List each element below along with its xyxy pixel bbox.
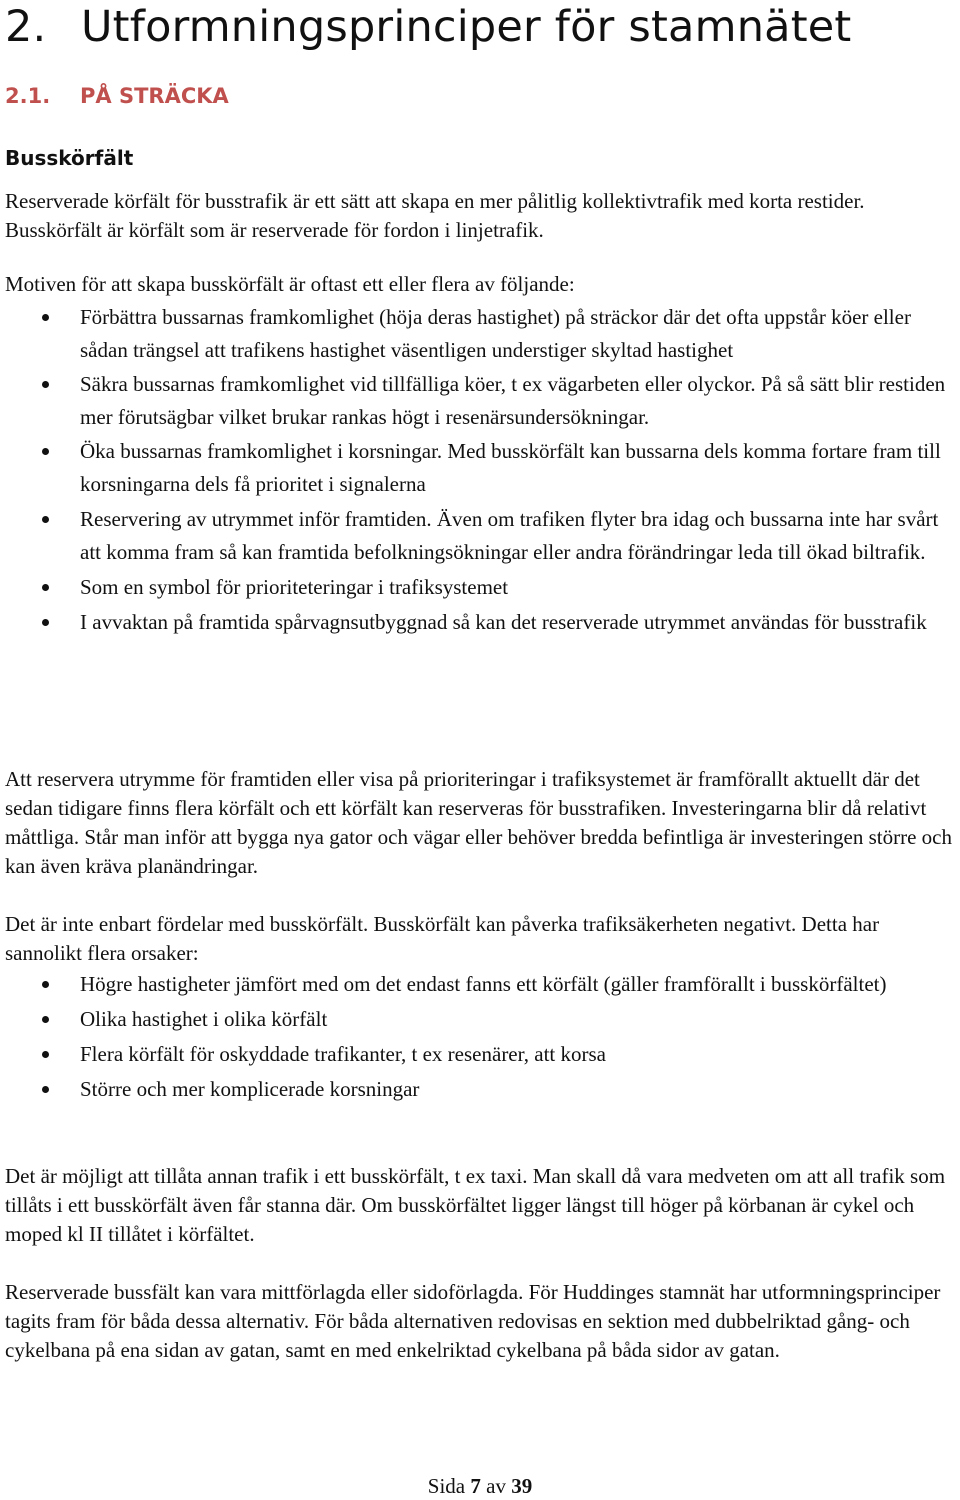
section-number: 2.1. bbox=[5, 84, 51, 108]
list-item bbox=[0, 1003, 960, 1036]
bullet-icon bbox=[42, 314, 49, 321]
list-item bbox=[0, 571, 960, 604]
chapter-title: Utformningsprinciper för stamnätet bbox=[81, 2, 852, 52]
bullet-icon bbox=[42, 448, 49, 455]
bullet-icon bbox=[42, 516, 49, 523]
causes-list bbox=[0, 968, 960, 1106]
page-number: 7 bbox=[470, 1474, 481, 1498]
page-label: Sida bbox=[427, 1474, 466, 1498]
list-item bbox=[0, 368, 960, 434]
list-item-text: Flera körfält för oskyddade trafikanter, t ex resenärer, att korsa bbox=[80, 1042, 607, 1066]
list-item-text: Förbättra bussarnas framkomlighet (höja deras hastighet) på sträckor där det ofta uppstår köer eller sådan trängsel att trafikens hastighet väsentligen understiger skyltad hastighet bbox=[80, 305, 911, 362]
chapter-number: 2. bbox=[5, 2, 47, 52]
bullet-icon bbox=[42, 1016, 49, 1023]
list-item bbox=[0, 435, 960, 501]
subsection-heading: Busskörfält bbox=[5, 146, 134, 170]
motives-list bbox=[0, 301, 960, 639]
list-item-text: Öka bussarnas framkomlighet i korsningar. Med busskörfält kan bussarna dels komma fortare fram till korsningarna dels få prioritet i signalerna bbox=[80, 439, 941, 496]
bullet-icon bbox=[42, 584, 49, 591]
bullet-icon bbox=[42, 1086, 49, 1093]
section-title: PÅ STRÄCKA bbox=[80, 84, 229, 108]
list-item bbox=[0, 1038, 960, 1071]
section-heading bbox=[5, 84, 229, 108]
list-item bbox=[0, 606, 960, 639]
disadvantages-paragraph: Det är inte enbart fördelar med busskörfält. Busskörfält kan påverka trafiksäkerheten negativt. Detta har sannolikt flera orsaker: bbox=[5, 912, 880, 965]
list-item-text: Högre hastigheter jämfört med om det endast fanns ett körfält (gäller framförallt i busskörfältet) bbox=[80, 972, 887, 996]
list-item-text: I avvaktan på framtida spårvagnsutbyggnad så kan det reserverade utrymmet användas för busstrafik bbox=[80, 610, 927, 634]
of-label: av bbox=[486, 1474, 506, 1498]
list-item-text: Reservering av utrymmet inför framtiden. Även om trafiken flyter bra idag och bussarna inte har svårt att komma fram så kan framtida befolkningsökningar eller andra förändringar leda till ökad biltrafik. bbox=[80, 507, 939, 564]
list-item bbox=[0, 968, 960, 1001]
reserve-paragraph: Att reservera utrymme för framtiden eller visa på prioriteringar i trafiksystemet är framförallt aktuellt där det sedan tidigare finns flera körfält och ett körfält kan reserveras för busstrafiken. Investeringarna blir då relativt måttliga. Står man inför att bygga nya gator och vägar eller behöver bredda befintliga är investeringen större och kan även kräva planändringar. bbox=[5, 767, 952, 878]
list-item bbox=[0, 301, 960, 367]
bullet-icon bbox=[42, 381, 49, 388]
placement-paragraph: Reserverade bussfält kan vara mittförlagda eller sidoförlagda. För Huddinges stamnät har utformningsprinciper tagits fram för båda dessa alternativ. För båda alternativen redovisas en sektion med dubbelriktad gång- och cykelbana på ena sidan av gatan, samt en med enkelriktad cykelbana på båda sidor av gatan. bbox=[5, 1280, 941, 1362]
list-item-text: Olika hastighet i olika körfält bbox=[80, 1007, 328, 1031]
list-item bbox=[0, 1073, 960, 1106]
intro-paragraph: Reserverade körfält för busstrafik är ett sätt att skapa en mer pålitlig kollektivtrafik med korta restider. Busskörfält är körfält som är reserverade för fordon i linjetrafik. bbox=[5, 189, 865, 242]
chapter-heading bbox=[5, 2, 851, 52]
list-item-text: Som en symbol för prioriteteringar i trafiksystemet bbox=[80, 575, 509, 599]
list-item bbox=[0, 503, 960, 569]
total-pages: 39 bbox=[511, 1474, 533, 1498]
page-footer bbox=[0, 1474, 960, 1499]
bullet-icon bbox=[42, 619, 49, 626]
other-traffic-paragraph: Det är möjligt att tillåta annan trafik i ett busskörfält, t ex taxi. Man skall då vara medveten om att all trafik som tillåts i ett busskörfält även får stanna där. Om busskörfältet ligger längst till höger på körbanan är cykel och moped kl II tillåtet i körfältet. bbox=[5, 1164, 946, 1246]
motives-lead-paragraph: Motiven för att skapa busskörfält är oftast ett eller flera av följande: bbox=[5, 272, 575, 296]
bullet-icon bbox=[42, 1051, 49, 1058]
bullet-icon bbox=[42, 981, 49, 988]
list-item-text: Större och mer komplicerade korsningar bbox=[80, 1077, 420, 1101]
list-item-text: Säkra bussarnas framkomlighet vid tillfälliga köer, t ex vägarbeten eller olyckor. På så sätt blir restiden mer förutsägbar vilket brukar rankas högt i resenärsundersökningar. bbox=[80, 372, 946, 429]
